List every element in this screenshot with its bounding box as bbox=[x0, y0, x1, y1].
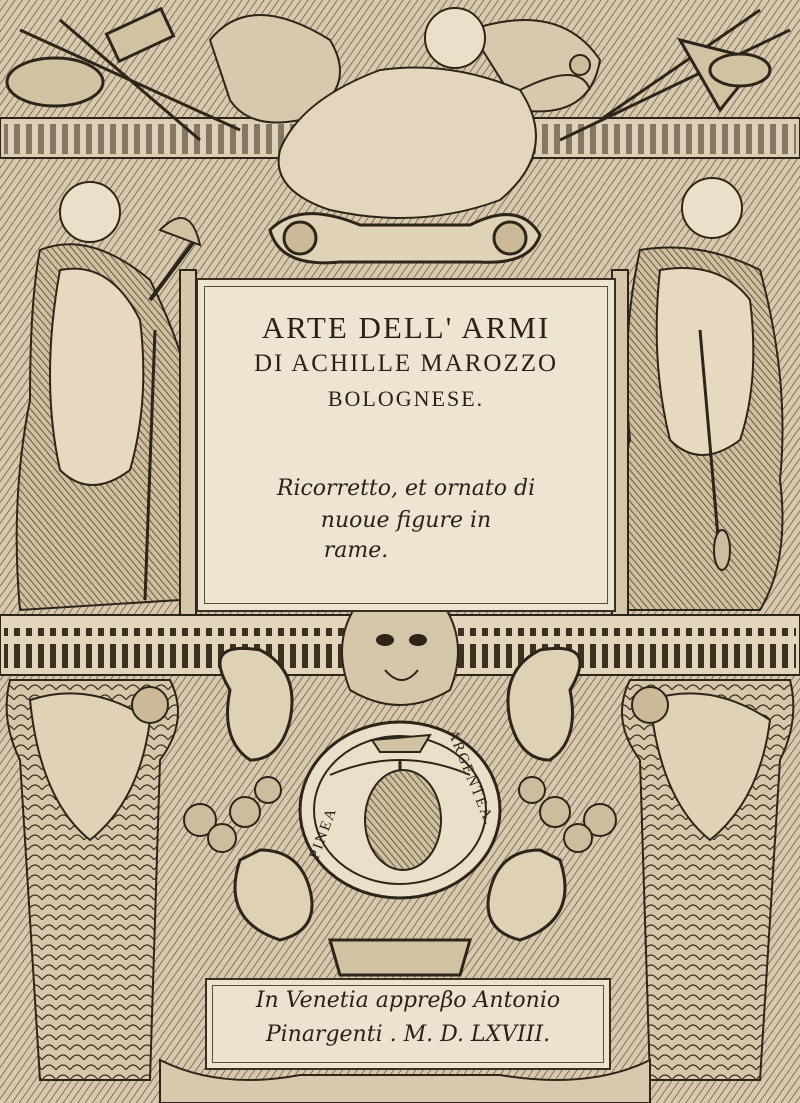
motto-left: PINEA bbox=[306, 804, 341, 862]
imprint-line-2: Pinargenti . M. D. LXVIII. bbox=[265, 1022, 551, 1047]
subtitle-line-2: nuoue figure in bbox=[320, 508, 492, 533]
imprint-line-1: In Venetia appreβo Antonio bbox=[255, 988, 561, 1013]
title-line-3: BOLOGNESE. bbox=[327, 386, 485, 411]
subtitle-line-3: rame. bbox=[323, 538, 389, 563]
title-line-1: ARTE DELL' ARMI bbox=[261, 310, 551, 345]
title-plate bbox=[196, 278, 616, 612]
motto-right: ARGENTEA. bbox=[444, 727, 498, 829]
imprint-plate bbox=[205, 978, 611, 1070]
title-line-2: DI ACHILLE MAROZZO bbox=[253, 350, 559, 377]
subtitle-line-1: Ricorretto, et ornato di bbox=[276, 476, 536, 501]
